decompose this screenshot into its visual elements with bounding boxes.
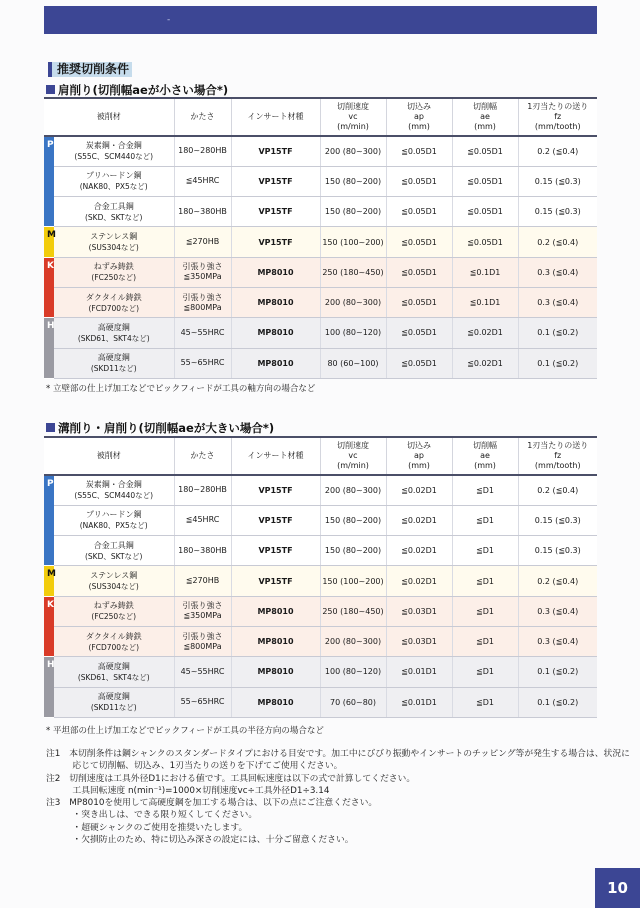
material-examples: (S55C、SCM440など)	[74, 152, 154, 162]
feed-per-tooth-cell: 0.1 (≦0.2)	[518, 687, 597, 717]
feed-per-tooth-cell: 0.3 (≦0.4)	[518, 287, 597, 317]
group-label-m: M	[44, 566, 54, 596]
hardness-cell	[174, 505, 231, 535]
feed-per-tooth-cell: 0.3 (≦0.4)	[518, 596, 597, 626]
header-ap-line: 切込み	[407, 441, 431, 450]
material-examples: (SKD61、SKT4など)	[77, 672, 150, 682]
material-examples: (SKD、SKTなど)	[85, 212, 143, 222]
material-examples: (NAK80、PX5など)	[79, 182, 148, 192]
note-line: ・欠損防止のため、特に切込み深さの設定には、十分ご留意ください。	[46, 835, 354, 846]
cutting-speed-cell: 150 (80~200)	[320, 505, 386, 535]
cutting-width-cell: ≦D1	[452, 536, 518, 566]
note-line: 注3 MP8010を使用して高硬度鋼を加工する場合は、以下の点にご注意ください。	[46, 798, 378, 809]
cutting-speed-cell: 250 (180~450)	[320, 596, 386, 626]
material-name: 炭素鋼・合金鋼	[85, 141, 142, 151]
cutting-width-cell: ≦D1	[452, 596, 518, 626]
header-ae-line: (mm)	[474, 461, 496, 470]
feed-per-tooth-cell: 0.2 (≦0.4)	[518, 136, 597, 166]
material-cell	[54, 318, 174, 348]
material-cell	[54, 505, 174, 535]
hardness-line: ≦350MPa	[183, 272, 222, 282]
feed-per-tooth-cell: 0.1 (≦0.2)	[518, 348, 597, 378]
hardness-cell	[174, 626, 231, 656]
hardness-cell	[174, 566, 231, 596]
hardness-line: ≦270HB	[185, 576, 220, 586]
material-name: 高硬度鋼	[97, 322, 130, 332]
depth-of-cut-cell: ≦0.02D1	[386, 566, 452, 596]
depth-of-cut-cell: ≦0.01D1	[386, 687, 452, 717]
depth-of-cut-cell: ≦0.02D1	[386, 536, 452, 566]
material-name: ダクタイル鋳鉄	[85, 292, 142, 302]
material-cell	[54, 626, 174, 656]
feed-per-tooth-cell: 0.3 (≦0.4)	[518, 626, 597, 656]
header-ap-line: 切込み	[407, 102, 431, 111]
material-cell	[54, 657, 174, 687]
depth-of-cut-cell: ≦0.02D1	[386, 475, 452, 505]
material-cell	[54, 475, 174, 505]
material-examples: (SKD、SKTなど)	[85, 551, 143, 561]
note-line: 注2 切削速度は工具外径D1における値です。工具回転速度は以下の式で計算してください。	[46, 773, 416, 784]
material-examples: (S55C、SCM440など)	[74, 491, 154, 501]
material-examples: (NAK80、PX5など)	[79, 521, 148, 531]
header-ap-line: ap	[414, 112, 424, 121]
material-name: 炭素鋼・合金鋼	[85, 480, 142, 490]
material-name: プリハードン鋼	[86, 510, 142, 520]
insert-grade-cell: VP15TF	[231, 166, 320, 196]
header-ae-line: (mm)	[474, 122, 496, 131]
group-label-h: H	[44, 657, 54, 718]
material-name: プリハードン鋼	[86, 171, 142, 181]
table1-heading	[46, 82, 228, 98]
note-line: ・超硬シャンクのご使用を推奨いたします。	[46, 822, 248, 833]
hardness-cell	[174, 318, 231, 348]
header-banner	[44, 6, 597, 34]
material-examples: (SKD11など)	[90, 703, 137, 713]
header-hardness: かたさ	[174, 98, 231, 136]
header-fz-line: 1刃当たりの送り	[527, 102, 589, 111]
table-row	[44, 505, 597, 535]
cutting-table-1	[44, 97, 597, 379]
material-name: 高硬度鋼	[97, 661, 130, 671]
header-vc-line: vc	[348, 112, 358, 121]
table-row	[44, 227, 597, 257]
feed-per-tooth-cell: 0.3 (≦0.4)	[518, 257, 597, 287]
cutting-speed-cell: 200 (80~300)	[320, 626, 386, 656]
feed-per-tooth-cell: 0.1 (≦0.2)	[518, 657, 597, 687]
insert-grade-cell: MP8010	[231, 657, 320, 687]
group-label-p: P	[44, 475, 54, 566]
header-ae-line: ae	[480, 451, 490, 460]
header-ae	[452, 98, 518, 136]
table-row	[44, 626, 597, 656]
header-vc-line: 切削速度	[337, 441, 369, 450]
cutting-speed-cell: 150 (100~200)	[320, 566, 386, 596]
hardness-line: 55~65HRC	[180, 358, 225, 368]
feed-per-tooth-cell: 0.1 (≦0.2)	[518, 318, 597, 348]
cutting-width-cell: ≦D1	[452, 505, 518, 535]
material-cell	[54, 227, 174, 257]
cutting-width-cell: ≦D1	[452, 687, 518, 717]
header-fz-line: 1刃当たりの送り	[527, 441, 589, 450]
header-vc-line: (m/min)	[337, 461, 369, 470]
cutting-width-cell: ≦0.05D1	[452, 136, 518, 166]
depth-of-cut-cell: ≦0.05D1	[386, 348, 452, 378]
cutting-speed-cell: 100 (80~120)	[320, 318, 386, 348]
header-vc	[320, 437, 386, 475]
cutting-speed-cell: 200 (80~300)	[320, 287, 386, 317]
hardness-line: 引張り強さ	[182, 601, 223, 611]
feed-per-tooth-cell: 0.2 (≦0.4)	[518, 475, 597, 505]
material-examples: (FCD700など)	[88, 303, 139, 313]
insert-grade-cell: MP8010	[231, 257, 320, 287]
hardness-cell	[174, 166, 231, 196]
cutting-width-cell: ≦D1	[452, 566, 518, 596]
hardness-line: 引張り強さ	[182, 292, 223, 302]
cutting-speed-cell: 150 (80~200)	[320, 536, 386, 566]
hardness-cell	[174, 197, 231, 227]
hardness-cell	[174, 227, 231, 257]
material-cell	[54, 197, 174, 227]
notes-block	[46, 748, 630, 846]
hardness-cell	[174, 657, 231, 687]
header-ap	[386, 98, 452, 136]
group-label-h: H	[44, 318, 54, 379]
depth-of-cut-cell: ≦0.03D1	[386, 596, 452, 626]
header-ae-line: 切削幅	[473, 441, 497, 450]
note-line: 工具回転速度 n(min⁻¹)=1000×切削速度vc÷工具外径D1÷3.14	[46, 785, 330, 796]
insert-grade-cell: VP15TF	[231, 197, 320, 227]
hardness-cell	[174, 687, 231, 717]
hardness-line: 引張り強さ	[182, 262, 223, 272]
cutting-width-cell: ≦0.05D1	[452, 227, 518, 257]
material-cell	[54, 287, 174, 317]
table-row	[44, 197, 597, 227]
table-row	[44, 657, 597, 687]
feed-per-tooth-cell: 0.15 (≦0.3)	[518, 536, 597, 566]
square-bullet-icon	[46, 423, 55, 432]
group-label-k: K	[44, 596, 54, 657]
hardness-line: ≦800MPa	[183, 641, 222, 651]
depth-of-cut-cell: ≦0.03D1	[386, 626, 452, 656]
hardness-line: ≦350MPa	[183, 611, 222, 621]
header-ae	[452, 437, 518, 475]
cutting-speed-cell: 200 (80~300)	[320, 136, 386, 166]
hardness-cell	[174, 287, 231, 317]
header-ap	[386, 437, 452, 475]
depth-of-cut-cell: ≦0.05D1	[386, 287, 452, 317]
material-cell	[54, 596, 174, 626]
hardness-line: ≦800MPa	[183, 302, 222, 312]
header-fz-line: fz	[554, 112, 562, 121]
material-cell	[54, 687, 174, 717]
hardness-line: 180~280HB	[178, 485, 227, 495]
hardness-cell	[174, 536, 231, 566]
insert-grade-cell: MP8010	[231, 318, 320, 348]
header-fz	[518, 98, 597, 136]
depth-of-cut-cell: ≦0.05D1	[386, 136, 452, 166]
insert-grade-cell: MP8010	[231, 287, 320, 317]
header-material: 被削材	[44, 437, 174, 475]
material-examples: (SUS304など)	[88, 582, 139, 592]
material-name: ステンレス鋼	[90, 232, 138, 242]
square-bullet-icon	[46, 85, 55, 94]
header-fz	[518, 437, 597, 475]
feed-per-tooth-cell: 0.2 (≦0.4)	[518, 227, 597, 257]
hardness-cell	[174, 136, 231, 166]
header-ap-line: (mm)	[408, 461, 430, 470]
cutting-speed-cell: 80 (60~100)	[320, 348, 386, 378]
note-line: ・突き出しは、できる限り短くしてください。	[46, 810, 258, 821]
material-cell	[54, 136, 174, 166]
table-row	[44, 348, 597, 378]
material-cell	[54, 166, 174, 196]
insert-grade-cell: MP8010	[231, 626, 320, 656]
header-fz-line: fz	[554, 451, 562, 460]
material-name: 高硬度鋼	[97, 353, 130, 363]
depth-of-cut-cell: ≦0.05D1	[386, 227, 452, 257]
group-label-m: M	[44, 227, 54, 257]
header-vc-line: (m/min)	[337, 122, 369, 131]
header-vc-line: 切削速度	[337, 102, 369, 111]
table1-footnote: * 立壁部の仕上げ加工などでピックフィードが工具の軸方向の場合など	[46, 384, 316, 394]
cutting-table-2	[44, 436, 597, 718]
insert-grade-cell: MP8010	[231, 687, 320, 717]
cutting-speed-cell: 200 (80~300)	[320, 475, 386, 505]
insert-grade-cell: VP15TF	[231, 505, 320, 535]
hardness-line: 45~55HRC	[180, 327, 225, 337]
group-label-k: K	[44, 257, 54, 318]
cutting-width-cell: ≦0.05D1	[452, 166, 518, 196]
cutting-speed-cell: 250 (180~450)	[320, 257, 386, 287]
cutting-width-cell: ≦0.1D1	[452, 257, 518, 287]
header-vc-line: vc	[348, 451, 358, 460]
header-insert: インサート材種	[231, 437, 320, 475]
material-examples: (SKD61、SKT4など)	[77, 333, 150, 343]
banner-mark: -	[167, 15, 171, 25]
hardness-cell	[174, 257, 231, 287]
depth-of-cut-cell: ≦0.02D1	[386, 505, 452, 535]
insert-grade-cell: VP15TF	[231, 475, 320, 505]
table-row	[44, 287, 597, 317]
table-row	[44, 318, 597, 348]
hardness-line: 引張り強さ	[182, 631, 223, 641]
header-ap-line: (mm)	[408, 122, 430, 131]
hardness-line: 55~65HRC	[180, 697, 225, 707]
material-cell	[54, 566, 174, 596]
material-name: ステンレス鋼	[90, 571, 138, 581]
cutting-width-cell: ≦D1	[452, 626, 518, 656]
table-row	[44, 166, 597, 196]
cutting-width-cell: ≦0.05D1	[452, 197, 518, 227]
material-name: 高硬度鋼	[97, 692, 130, 702]
hardness-cell	[174, 596, 231, 626]
header-vc	[320, 98, 386, 136]
table2-footnote: * 平坦部の仕上げ加工などでピックフィードが工具の半径方向の場合など	[46, 726, 324, 736]
group-label-p: P	[44, 136, 54, 227]
hardness-cell	[174, 348, 231, 378]
table1-heading-text: 肩削り(切削幅aeが小さい場合*)	[58, 83, 229, 97]
cutting-speed-cell: 70 (60~80)	[320, 687, 386, 717]
feed-per-tooth-cell: 0.2 (≦0.4)	[518, 566, 597, 596]
header-fz-line: (mm/tooth)	[534, 461, 581, 470]
cutting-width-cell: ≦D1	[452, 475, 518, 505]
hardness-line: 45~55HRC	[180, 666, 225, 676]
feed-per-tooth-cell: 0.15 (≦0.3)	[518, 166, 597, 196]
hardness-line: ≦45HRC	[185, 515, 220, 525]
header-insert: インサート材種	[231, 98, 320, 136]
depth-of-cut-cell: ≦0.01D1	[386, 657, 452, 687]
note-line: 注1 本切削条件は鋼シャンクのスタンダードタイプにおける目安です。加工中にびびり振動やインサートのチッピング等が発生する場合は、状況に	[46, 749, 630, 759]
cutting-speed-cell: 100 (80~120)	[320, 657, 386, 687]
depth-of-cut-cell: ≦0.05D1	[386, 318, 452, 348]
material-examples: (SKD11など)	[90, 364, 137, 374]
insert-grade-cell: MP8010	[231, 596, 320, 626]
header-hardness: かたさ	[174, 437, 231, 475]
insert-grade-cell: VP15TF	[231, 227, 320, 257]
cutting-width-cell: ≦D1	[452, 657, 518, 687]
page-number: 10	[595, 868, 640, 908]
material-cell	[54, 348, 174, 378]
cutting-width-cell: ≦0.1D1	[452, 287, 518, 317]
insert-grade-cell: VP15TF	[231, 536, 320, 566]
table2-heading-text: 溝削り・肩削り(切削幅aeが大きい場合*)	[58, 421, 275, 435]
section-title: 推奨切削条件	[48, 62, 132, 77]
table-row	[44, 136, 597, 166]
material-examples: (SUS304など)	[88, 243, 139, 253]
insert-grade-cell: VP15TF	[231, 136, 320, 166]
insert-grade-cell: MP8010	[231, 348, 320, 378]
hardness-line: ≦45HRC	[185, 176, 220, 186]
feed-per-tooth-cell: 0.15 (≦0.3)	[518, 197, 597, 227]
material-examples: (FC250など)	[91, 612, 137, 622]
feed-per-tooth-cell: 0.15 (≦0.3)	[518, 505, 597, 535]
table-row	[44, 257, 597, 287]
cutting-width-cell: ≦0.02D1	[452, 348, 518, 378]
material-examples: (FCD700など)	[88, 642, 139, 652]
table-row	[44, 687, 597, 717]
depth-of-cut-cell: ≦0.05D1	[386, 257, 452, 287]
material-cell	[54, 257, 174, 287]
material-name: 合金工具鋼	[93, 201, 134, 211]
header-ap-line: ap	[414, 451, 424, 460]
depth-of-cut-cell: ≦0.05D1	[386, 197, 452, 227]
cutting-speed-cell: 150 (80~200)	[320, 166, 386, 196]
header-ae-line: 切削幅	[473, 102, 497, 111]
cutting-speed-cell: 150 (100~200)	[320, 227, 386, 257]
cutting-width-cell: ≦0.02D1	[452, 318, 518, 348]
note-line: 応じて切削幅、切込み、1刃当たりの送りを下げてご使用ください。	[46, 761, 343, 772]
header-material: 被削材	[44, 98, 174, 136]
material-cell	[54, 536, 174, 566]
table2-heading	[46, 420, 274, 436]
table-row	[44, 475, 597, 505]
cutting-speed-cell: 150 (80~200)	[320, 197, 386, 227]
insert-grade-cell: VP15TF	[231, 566, 320, 596]
table-row	[44, 566, 597, 596]
material-name: ねずみ鋳鉄	[93, 601, 134, 611]
table-row	[44, 596, 597, 626]
hardness-cell	[174, 475, 231, 505]
material-name: ねずみ鋳鉄	[93, 262, 134, 272]
hardness-line: 180~380HB	[178, 545, 227, 555]
hardness-line: 180~280HB	[178, 146, 227, 156]
hardness-line: ≦270HB	[185, 237, 220, 247]
material-name: ダクタイル鋳鉄	[85, 631, 142, 641]
material-examples: (FC250など)	[91, 273, 137, 283]
table-row	[44, 536, 597, 566]
header-ae-line: ae	[480, 112, 490, 121]
header-fz-line: (mm/tooth)	[534, 122, 581, 131]
material-name: 合金工具鋼	[93, 540, 134, 550]
hardness-line: 180~380HB	[178, 206, 227, 216]
depth-of-cut-cell: ≦0.05D1	[386, 166, 452, 196]
